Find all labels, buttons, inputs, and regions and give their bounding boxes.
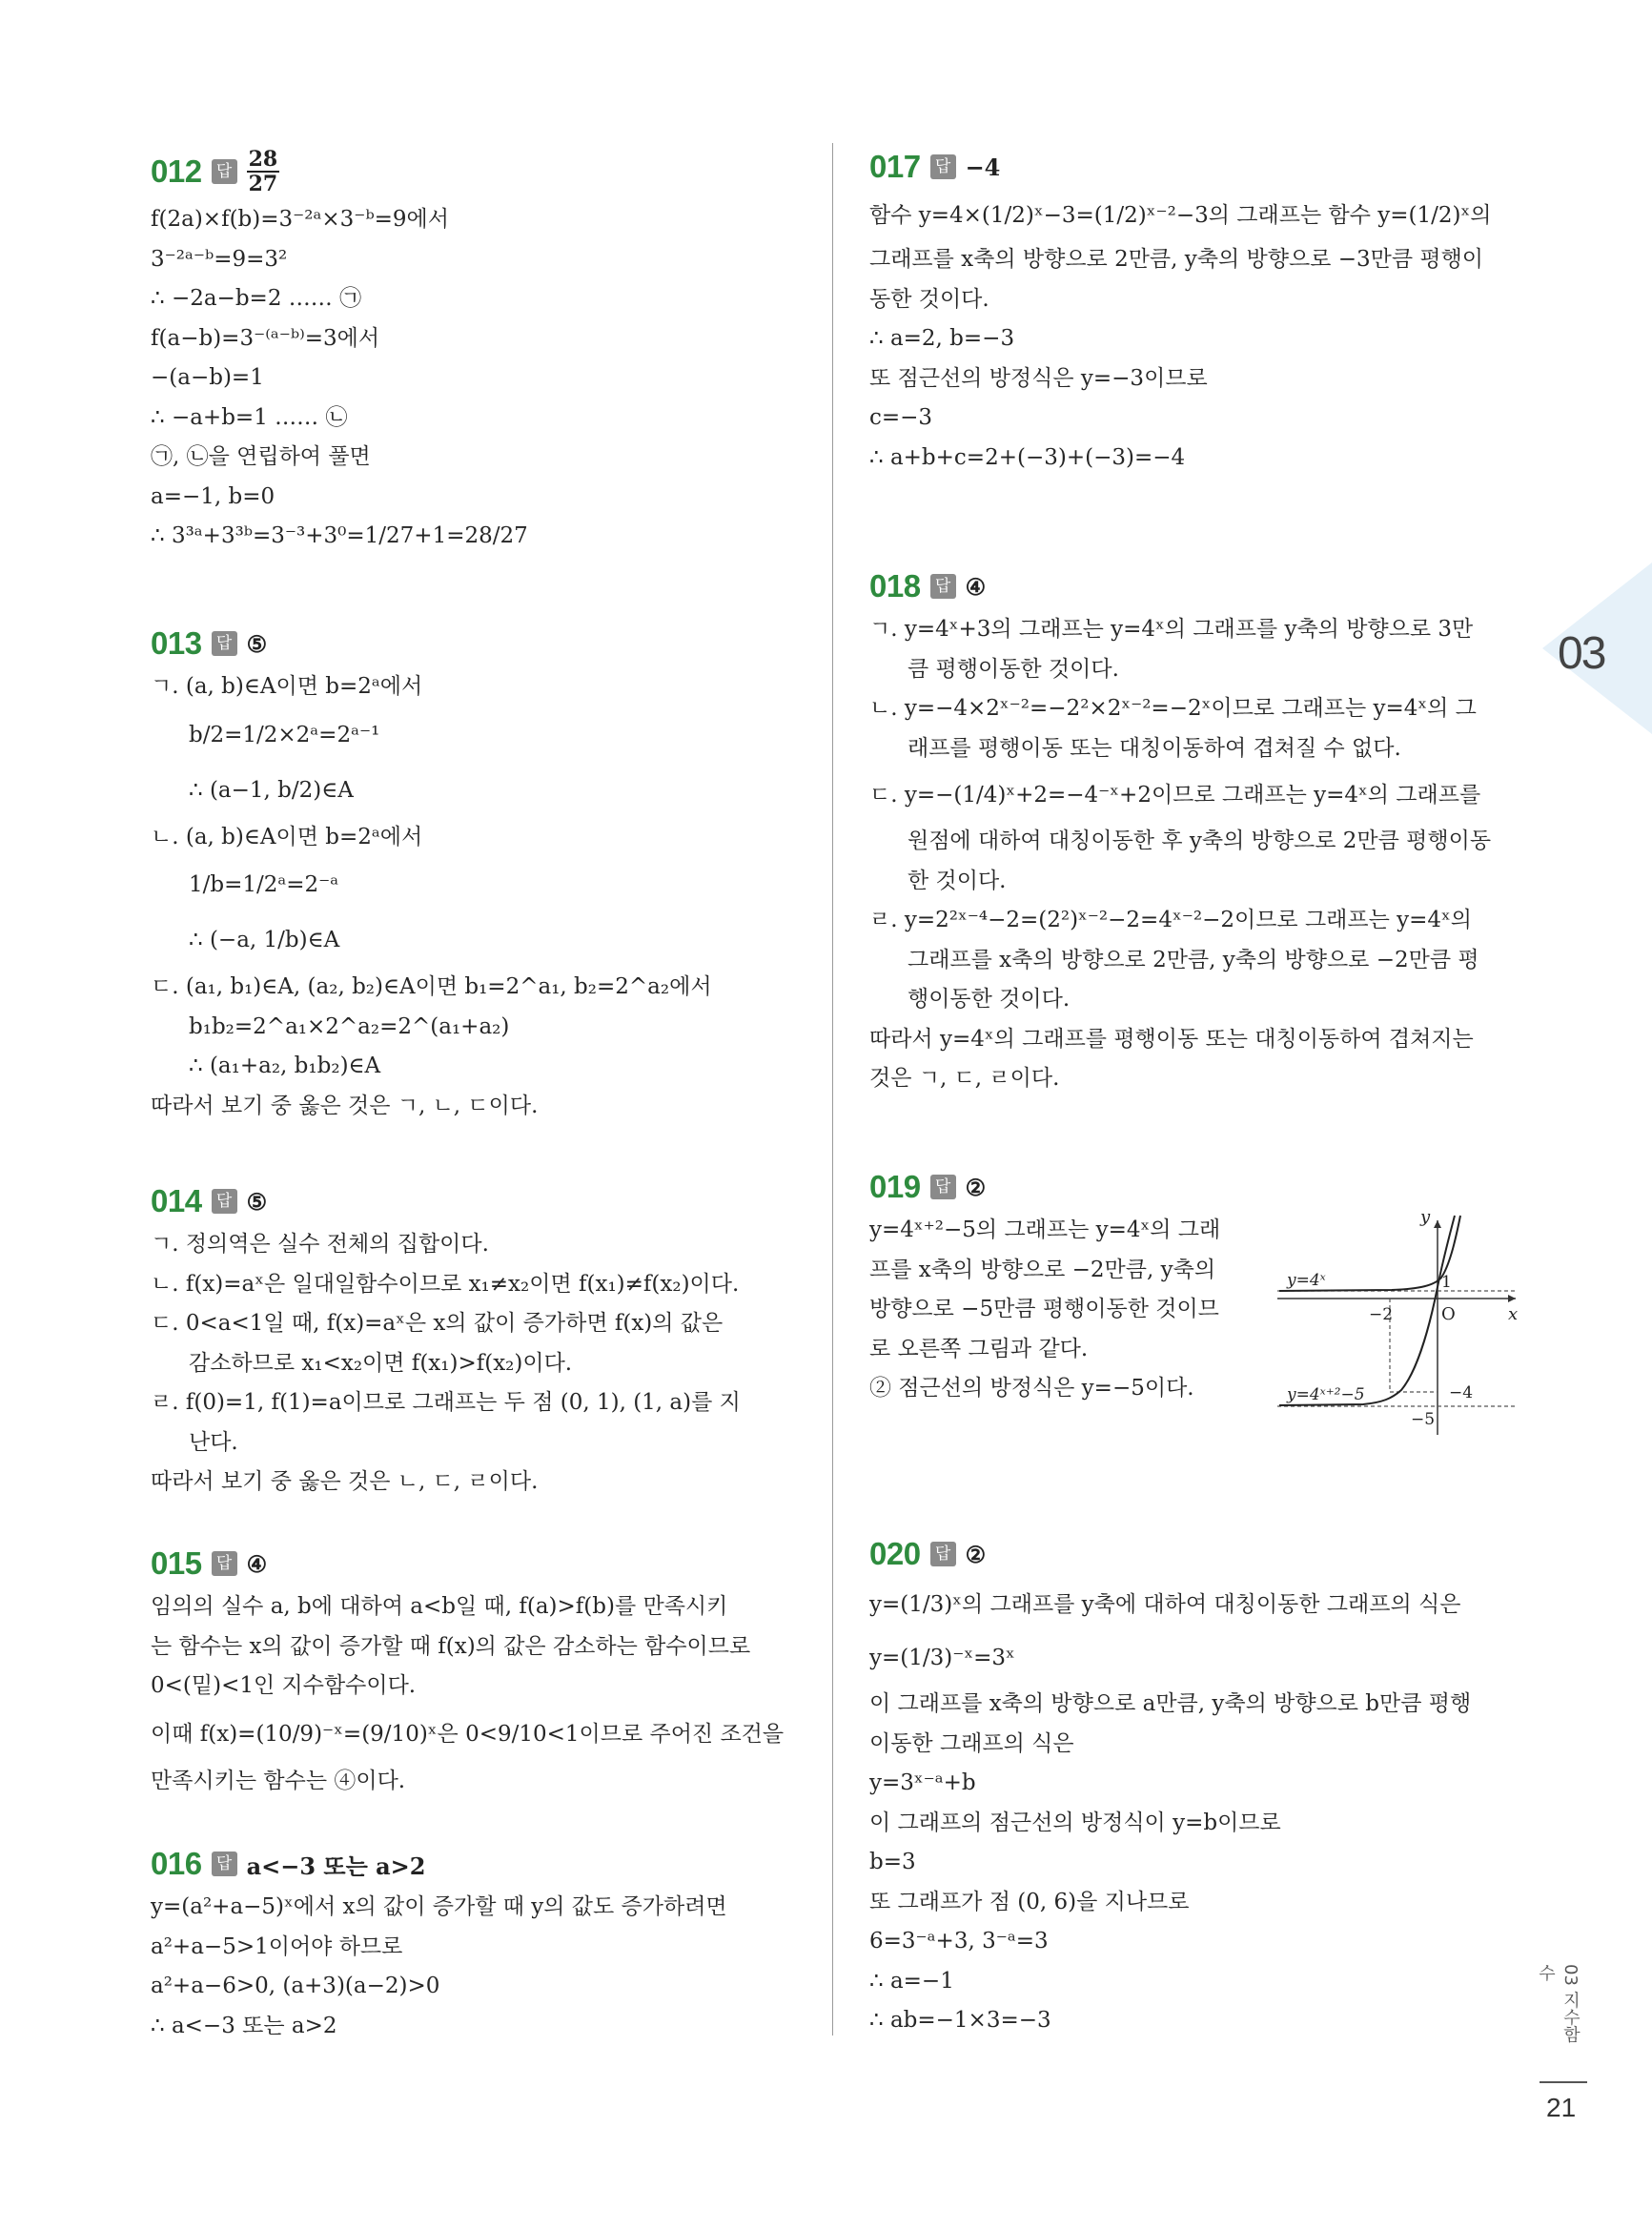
solution-line: 감소하므로 x₁<x₂이면 f(x₁)>f(x₂)이다. [189,1350,573,1376]
solution-line: ∴ a=−1 [869,1968,954,1994]
solution-line: a²+a−5>1이어야 하므로 [151,1933,403,1959]
solution-line: ∴ (−a, 1/b)∈A [189,928,340,952]
solution-line: ㄷ. 0<a<1일 때, f(x)=aˣ은 x의 값이 증가하면 f(x)의 값은 [151,1311,724,1336]
answer-value: ⑤ [246,1187,268,1216]
answer-value: ④ [965,572,987,601]
solution-line: 이동한 그래프의 식은 [869,1730,1074,1756]
solution-line: ㄱ. (a, b)∈A이면 b=2ᵃ에서 [151,674,423,699]
solution-line: f(2a)×f(b)=3⁻²ᵃ×3⁻ᵇ=9에서 [151,207,449,232]
solution-line: 6=3⁻ᵃ+3, 3⁻ᵃ=3 [869,1929,1049,1954]
solution-line: b₁b₂=2^a₁×2^a₂=2^(a₁+a₂) [189,1013,510,1039]
solution-line: ㄴ. f(x)=aˣ은 일대일함수이므로 x₁≠x₂이면 f(x₁)≠f(x₂)이다. [151,1271,740,1297]
answer-tag: 답 [930,154,956,179]
tick-label-minus2: −2 [1369,1305,1394,1324]
problem-015 [151,1540,808,1801]
graph-label-f1: y=4ˣ [1287,1271,1326,1290]
solution-line: 동한 것이다. [869,286,989,312]
answer-value: ② [965,1173,987,1201]
solution-line: ㄴ. (a, b)∈A이면 b=2ᵃ에서 [151,824,423,849]
page-number: 21 [1546,2093,1577,2122]
problem-014 [151,1177,808,1503]
solution-line: ∴ (a₁+a₂, b₁b₂)∈A [189,1054,381,1078]
solution-line: 0<(밑)<1인 지수함수이다. [151,1673,417,1698]
answer-numerator: 28 [248,147,278,172]
solution-line: −(a−b)=1 [151,365,264,390]
answer-fraction [247,148,280,195]
solution-line: 래프를 평행이동 또는 대칭이동하여 겹쳐질 수 없다. [908,735,1401,761]
solution-line: 또 그래프가 점 (0, 6)을 지나므로 [869,1889,1190,1914]
answer-tag: 답 [930,1175,956,1199]
problem-013 [151,620,808,1126]
problem-header [151,143,808,200]
solution-line: f(a−b)=3⁻⁽ᵃ⁻ᵇ⁾=3에서 [151,325,380,351]
answer-value: ② [965,1540,987,1568]
solution-line: ㉠, ㉡을 연립하여 풀면 [151,444,371,469]
tick-label-minus4: −4 [1449,1383,1474,1402]
curve-shifted [1279,1216,1455,1405]
problem-header [869,563,1518,610]
problem-number: 019 [869,1169,921,1204]
solution-line: b=3 [869,1850,916,1874]
solution-line: 이때 f(x)=(10/9)⁻ˣ=(9/10)ˣ은 0<9/10<1이므로 주어진 조건을 [151,1721,785,1747]
problem-number: 017 [869,149,921,184]
solution-line: 방향으로 −5만큼 평행이동한 것이므 [869,1297,1219,1321]
solution-line: ∴ −2a−b=2 …… ㉠ [151,286,362,311]
solution-line: ∴ a=2, b=−3 [869,326,1015,351]
answer-value: ⑤ [246,629,268,658]
problem-number: 020 [869,1536,921,1571]
solution-line: a²+a−6>0, (a+3)(a−2)>0 [151,1974,440,1998]
solution-line: ㄱ. 정의역은 실수 전체의 집합이다. [151,1232,489,1257]
solution-line: 는 함수는 x의 값이 증가할 때 f(x)의 값은 감소하는 함수이므로 [151,1633,751,1659]
problem-number: 013 [151,625,202,661]
solution-line: 한 것이다. [908,868,1007,893]
solution-line: y=(1/3)⁻ˣ=3ˣ [869,1646,1015,1670]
x-axis-arrow [1508,1295,1516,1302]
tick-label-1: 1 [1441,1273,1452,1292]
solution-line: 따라서 y=4ˣ의 그래프를 평행이동 또는 대칭이동하여 겹쳐지는 [869,1026,1474,1052]
answer-tag: 답 [212,159,237,184]
solution-line: 따라서 보기 중 옳은 것은 ㄱ, ㄴ, ㄷ이다. [151,1093,539,1118]
problem-number: 018 [869,568,921,604]
answer-denominator: 27 [248,172,278,196]
solution-line: y=4ˣ⁺²−5의 그래프는 y=4ˣ의 그래 [869,1217,1221,1242]
solution-line: 난다. [189,1429,238,1455]
solution-line: ㄷ. (a₁, b₁)∈A, (a₂, b₂)∈A이면 b₁=2^a₁, b₂=2^a₂에서 [151,974,712,999]
solution-line: 임의의 실수 a, b에 대하여 a<b일 때, f(a)>f(b)를 만족시키 [151,1594,728,1619]
answer-value: a<−3 또는 a>2 [246,1852,426,1880]
solution-line: b/2=1/2×2ᵃ=2ᵃ⁻¹ [189,722,380,747]
solution-line: 것은 ㄱ, ㄷ, ㄹ이다. [869,1066,1060,1091]
exponential-graph [1277,1211,1525,1440]
answer-tag: 답 [212,1852,237,1876]
solution-line: 1/b=1/2ᵃ=2⁻ᵃ [189,872,339,897]
page-number-rule [1540,2081,1587,2083]
solution-line: 프를 x축의 방향으로 −2만큼, y축의 [869,1257,1216,1282]
graph-label-origin: O [1441,1304,1456,1324]
solution-line: 큼 평행이동한 것이다. [908,656,1119,682]
answer-tag: 답 [930,1542,956,1566]
solution-line: y=3ˣ⁻ᵃ+b [869,1770,976,1795]
problem-header [151,1177,808,1225]
problem-header [869,1163,1518,1211]
answer-tag: 답 [212,1189,237,1214]
solution-line: 이 그래프를 x축의 방향으로 a만큼, y축의 방향으로 b만큼 평행 [869,1691,1472,1716]
solution-line: y=(1/3)ˣ의 그래프를 y축에 대하여 대칭이동한 그래프의 식은 [869,1592,1461,1617]
solution-line: ∴ a+b+c=2+(−3)+(−3)=−4 [869,444,1186,470]
solution-line: 만족시키는 함수는 ④이다. [151,1768,406,1793]
solution-line: 그래프를 x축의 방향으로 2만큼, y축의 방향으로 −3만큼 평행이 [869,247,1484,272]
y-axis-arrow [1434,1220,1441,1228]
tick-label-minus5: −5 [1411,1410,1436,1429]
solution-line: a=−1, b=0 [151,483,275,509]
solution-line: ㄹ. y=2²ˣ⁻⁴−2=(2²)ˣ⁻²−2=4ˣ⁻²−2이므로 그래프는 y=4ˣ의 [869,908,1472,932]
problem-number: 012 [151,153,202,189]
chapter-side-title: 03 지수함수 [1536,1964,1581,2043]
problem-header [151,620,808,667]
problem-number: 016 [151,1846,202,1881]
graph-label-y: y [1420,1211,1431,1227]
solution-line: 함수 y=4×(1/2)ˣ−3=(1/2)ˣ⁻²−3의 그래프는 함수 y=(1/2)ˣ의 [869,203,1492,228]
problem-header [869,1530,1518,1578]
chapter-tab-number: 03 [1558,628,1605,679]
solution-line: c=−3 [869,405,933,430]
graph-label-x: x [1508,1304,1519,1324]
solution-line: ㄴ. y=−4×2ˣ⁻²=−2²×2ˣ⁻²=−2ˣ이므로 그래프는 y=4ˣ의 그 [869,696,1477,721]
problem-number: 015 [151,1545,202,1581]
problem-017 [869,143,1518,478]
solution-line: ㄹ. f(0)=1, f(1)=a이므로 그래프는 두 점 (0, 1), (1, a)를 지 [151,1390,741,1415]
solution-line: 따라서 보기 중 옳은 것은 ㄴ, ㄷ, ㄹ이다. [151,1469,539,1494]
answer-tag: 답 [930,574,956,599]
solution-line: ② 점근선의 방정식은 y=−5이다. [869,1376,1194,1401]
solution-line: ㄷ. y=−(1/4)ˣ+2=−4⁻ˣ+2이므로 그래프는 y=4ˣ의 그래프를 [869,783,1481,808]
problem-016 [151,1840,808,2046]
solution-line: 이 그래프의 점근선의 방정식이 y=b이므로 [869,1810,1281,1835]
solution-line: 3⁻²ᵃ⁻ᵇ=9=3² [151,246,288,272]
solution-line: 원점에 대하여 대칭이동한 후 y축의 방향으로 2만큼 평행이동 [908,829,1492,853]
answer-value: ④ [246,1549,268,1578]
problem-020 [869,1530,1518,2041]
graph-label-f2: y=4ˣ⁺²−5 [1287,1385,1365,1404]
solution-line: 행이동한 것이다. [908,987,1071,1012]
solution-line: 그래프를 x축의 방향으로 2만큼, y축의 방향으로 −2만큼 평 [908,947,1479,972]
answer-tag: 답 [212,631,237,656]
problem-header [151,1540,808,1587]
problem-header [869,143,1518,191]
problem-018 [869,563,1518,1099]
solution-line: ∴ ab=−1×3=−3 [869,2008,1051,2033]
problem-012 [151,143,808,557]
solution-line: 로 오른쪽 그림과 같다. [869,1336,1089,1361]
problem-header [151,1840,808,1888]
solution-line: ∴ 3³ᵃ+3³ᵇ=3⁻³+3⁰=1/27+1=28/27 [151,523,528,548]
solution-line: ∴ −a+b=1 …… ㉡ [151,404,348,430]
solution-line: ∴ (a−1, b/2)∈A [189,777,354,803]
solution-line: y=(a²+a−5)ˣ에서 x의 값이 증가할 때 y의 값도 증가하려면 [151,1894,727,1919]
solution-line: 또 점근선의 방정식은 y=−3이므로 [869,365,1208,391]
problem-number: 014 [151,1183,202,1218]
solution-line: ㄱ. y=4ˣ+3의 그래프는 y=4ˣ의 그래프를 y축의 방향으로 3만 [869,617,1474,642]
column-divider [832,143,833,2036]
answer-value: −4 [965,153,1001,181]
answer-tag: 답 [212,1551,237,1576]
solution-line: ∴ a<−3 또는 a>2 [151,2013,337,2038]
